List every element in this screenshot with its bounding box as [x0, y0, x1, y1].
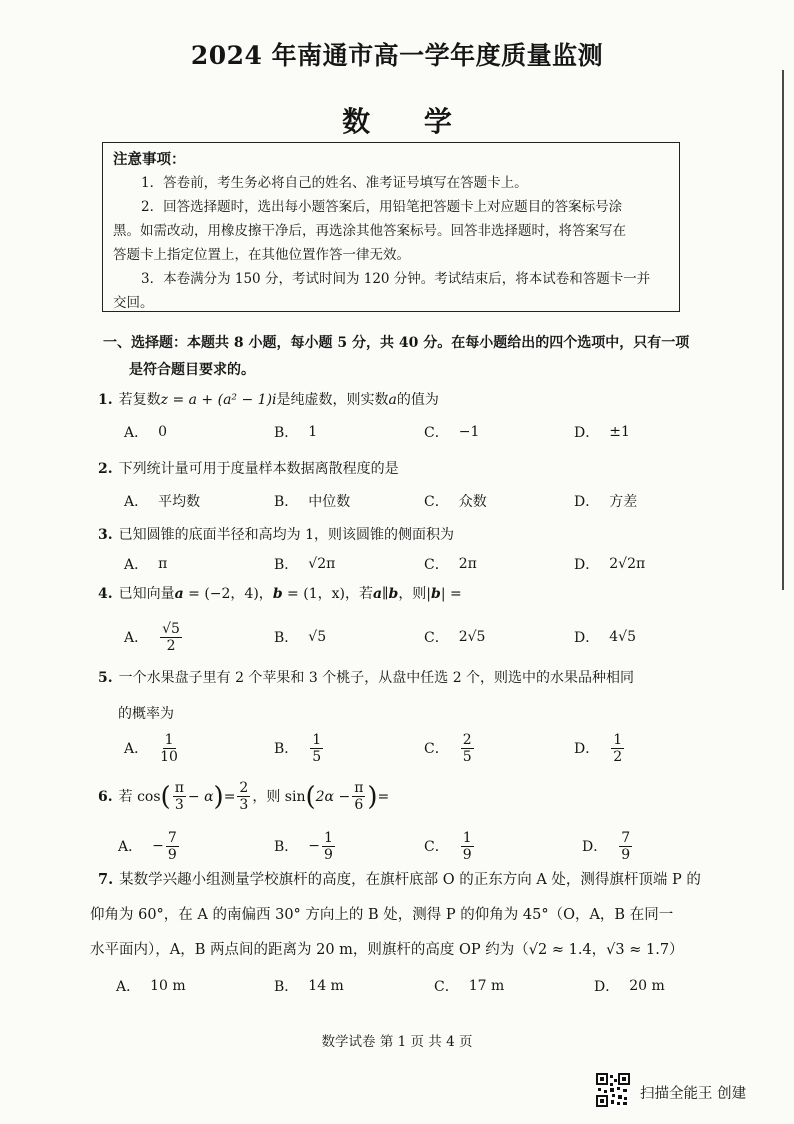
- option-label: D．: [594, 979, 620, 995]
- option-label: D．: [574, 557, 600, 573]
- option-text: π: [158, 556, 168, 572]
- question-stem: 若复数: [118, 392, 161, 408]
- option-a[interactable]: [118, 826, 181, 866]
- option-text: 2√5: [458, 629, 486, 645]
- fraction: [173, 780, 186, 813]
- option-c[interactable]: [424, 412, 479, 452]
- question-math: 2α −: [315, 788, 351, 805]
- options-q6: [118, 826, 694, 866]
- option-a[interactable]: [124, 412, 167, 452]
- question-7-line-2: 仰角为 60°，在 A 的南偏西 30° 方向上的 B 处，测得 P 的仰角为 45°（O，A，B 在同一: [90, 907, 674, 923]
- option-b[interactable]: [274, 481, 350, 521]
- fraction: [619, 830, 632, 863]
- option-text: √5: [308, 629, 327, 645]
- option-label: C．: [434, 979, 459, 995]
- option-label: D．: [574, 741, 600, 757]
- option-a[interactable]: [124, 544, 167, 584]
- option-label: B．: [274, 494, 299, 510]
- vector-a: a: [372, 586, 383, 602]
- section-line-1: 一、选择题：本题共 8 小题，每小题 5 分，共 40 分。在每小题给出的四个选项中，只有一项: [103, 335, 690, 351]
- option-c[interactable]: [424, 826, 476, 866]
- paren-close: ): [367, 781, 378, 812]
- question-7: [98, 870, 701, 890]
- option-text: 方差: [609, 494, 638, 510]
- option-c[interactable]: [424, 728, 476, 768]
- option-b[interactable]: [274, 728, 325, 768]
- options-q5: [124, 728, 694, 768]
- notice-item-2-cont: 黑。如需改动，用橡皮擦干净后，再选涂其他答案标号。回答非选择题时，将答案写在: [113, 223, 626, 239]
- notice-heading: 注意事项：: [113, 151, 186, 168]
- option-label: D．: [574, 425, 600, 441]
- question-stem: 是纯虚数，则实数: [276, 392, 389, 408]
- fraction: [352, 780, 365, 813]
- option-label: B．: [274, 741, 299, 757]
- option-label: B．: [274, 979, 299, 995]
- section-line-2: 是符合题目要求的。: [129, 362, 255, 378]
- option-d[interactable]: [574, 481, 637, 521]
- option-text: −1: [458, 424, 480, 440]
- notice-item-3-cont: 交回。: [113, 295, 154, 311]
- page-edge-line: [782, 70, 784, 590]
- option-label: C．: [424, 557, 449, 573]
- option-sign: −: [308, 838, 321, 854]
- question-2: [98, 459, 399, 479]
- question-math: = (1，x)，若: [282, 586, 373, 602]
- option-c[interactable]: [424, 481, 487, 521]
- option-label: A．: [124, 494, 149, 510]
- denominator: 5: [312, 748, 322, 765]
- notice-item-2-cont2: 答题卡上指定位置上，在其他位置作答一律无效。: [113, 247, 410, 263]
- denominator: 6: [354, 797, 364, 813]
- option-label: B．: [274, 630, 299, 646]
- option-text: 2√2π: [609, 556, 646, 572]
- option-label: C．: [424, 425, 449, 441]
- question-4: [98, 584, 462, 604]
- notice-item-2: 2．回答选择题时，选出每小题答案后，用铅笔把答题卡上对应题目的答案标号涂: [141, 199, 623, 215]
- denominator: 2: [166, 637, 176, 654]
- fraction: [310, 732, 323, 765]
- question-number: 2.: [98, 461, 113, 477]
- option-b[interactable]: [274, 412, 317, 452]
- question-math: − α: [187, 788, 214, 805]
- option-d[interactable]: [574, 728, 626, 768]
- denominator: 10: [160, 748, 178, 765]
- question-5-cont: 的概率为: [118, 706, 174, 722]
- notice-box: [102, 142, 680, 312]
- option-text: 平均数: [158, 494, 201, 510]
- numerator: π: [174, 780, 184, 796]
- fraction: [461, 830, 474, 863]
- numerator: 1: [613, 731, 623, 748]
- notice-item-1: 1．答卷前，考生务必将自己的姓名、准考证号填写在答题卡上。: [141, 175, 528, 191]
- options-q3: [124, 544, 694, 584]
- question-3: [98, 525, 454, 545]
- section-heading: [103, 330, 693, 384]
- question-number: 7.: [98, 871, 114, 888]
- option-label: A．: [116, 979, 141, 995]
- option-text: 1: [308, 424, 318, 440]
- fraction: [166, 830, 179, 863]
- notice-item-3: 3．本卷满分为 150 分，考试时间为 120 分钟。考试结束后，将本试卷和答题卡一并: [141, 271, 651, 287]
- vector-b: b: [272, 586, 283, 602]
- option-text: 10 m: [150, 978, 186, 994]
- scanner-watermark: 扫描全能王 创建: [640, 1086, 747, 1102]
- option-label: B．: [274, 839, 299, 855]
- option-text: 0: [158, 424, 168, 440]
- question-number: 6.: [98, 788, 113, 805]
- option-c[interactable]: [424, 544, 477, 584]
- option-label: D．: [582, 839, 608, 855]
- fraction: [461, 732, 474, 765]
- question-math: =: [223, 788, 236, 805]
- option-text: 20 m: [629, 978, 665, 994]
- fraction: [611, 732, 624, 765]
- option-b[interactable]: [274, 966, 344, 1006]
- option-label: A．: [118, 839, 143, 855]
- denominator: 3: [174, 797, 184, 813]
- option-label: A．: [124, 630, 149, 646]
- numerator: 7: [167, 829, 177, 846]
- option-label: A．: [124, 741, 149, 757]
- option-label: C．: [424, 839, 449, 855]
- option-d[interactable]: [574, 412, 630, 452]
- options-q4: [124, 617, 694, 657]
- option-sign: −: [152, 838, 164, 854]
- option-label: D．: [574, 630, 600, 646]
- option-text: 众数: [458, 494, 487, 510]
- paren-open: (: [305, 781, 316, 812]
- option-label: C．: [424, 494, 449, 510]
- question-stem: 若 cos: [118, 788, 161, 805]
- denominator: 9: [167, 846, 177, 863]
- numerator: 7: [621, 829, 631, 846]
- numerator: 2: [239, 780, 249, 796]
- question-number: 5.: [98, 670, 113, 686]
- question-math: a: [388, 392, 397, 408]
- denominator: 9: [621, 846, 631, 863]
- option-b[interactable]: [274, 544, 335, 584]
- option-c[interactable]: [424, 617, 485, 657]
- question-stem: | =: [440, 586, 462, 602]
- question-stem: 已知圆锥的底面半径和高均为 1，则该圆锥的侧面积为: [118, 527, 454, 543]
- question-stem: ，则 sin: [252, 788, 306, 805]
- option-a[interactable]: [124, 617, 184, 657]
- option-label: B．: [274, 557, 299, 573]
- numerator: 1: [312, 731, 322, 748]
- fraction: [322, 830, 335, 863]
- subject-heading: 数 学: [342, 105, 474, 138]
- option-text: ±1: [609, 424, 630, 440]
- option-text: 17 m: [468, 978, 505, 994]
- numerator: 1: [324, 829, 333, 846]
- option-label: A．: [124, 557, 149, 573]
- option-b[interactable]: [274, 617, 326, 657]
- numerator: π: [354, 780, 364, 796]
- question-number: 1.: [98, 392, 113, 408]
- option-d[interactable]: [582, 826, 634, 866]
- denominator: 3: [239, 797, 249, 813]
- fraction: [160, 732, 178, 765]
- option-label: C．: [424, 630, 449, 646]
- option-label: B．: [274, 425, 299, 441]
- question-stem: ，则|: [398, 586, 432, 602]
- question-number: 3.: [98, 527, 113, 543]
- question-math: = (−2，4)，: [183, 586, 273, 602]
- option-label: A．: [124, 425, 149, 441]
- question-stem: 某数学兴趣小组测量学校旗杆的高度，在旗杆底部 O 的正东方向 A 处，测得旗杆顶端 P 的: [119, 872, 701, 888]
- fraction: [237, 780, 250, 813]
- qr-code-icon: [596, 1073, 630, 1107]
- paren-open: (: [160, 781, 171, 812]
- option-label: D．: [574, 494, 600, 510]
- options-q7: [116, 966, 686, 1006]
- question-5: [98, 668, 634, 688]
- option-text: 中位数: [308, 494, 351, 510]
- option-a[interactable]: [116, 966, 186, 1006]
- option-text: 14 m: [308, 978, 344, 994]
- question-1: [98, 390, 439, 410]
- denominator: 5: [462, 748, 472, 765]
- numerator: 1: [164, 731, 174, 748]
- denominator: 9: [462, 846, 472, 863]
- question-stem: =: [377, 788, 390, 805]
- paren-close: ): [213, 781, 224, 812]
- option-d[interactable]: [594, 966, 665, 1006]
- question-7-line-3: 水平面内），A，B 两点间的距离为 20 m，则旗杆的高度 OP 约为（√2 ≈ 1.4，√3 ≈ 1.7）: [90, 942, 684, 958]
- numerator: 2: [462, 731, 472, 748]
- page-footer: 数学试卷 第 1 页 共 4 页: [321, 1034, 473, 1050]
- numerator: √5: [162, 620, 180, 637]
- denominator: 9: [324, 846, 333, 863]
- question-stem: 下列统计量可用于度量样本数据离散程度的是: [118, 461, 399, 477]
- numerator: 1: [462, 829, 472, 846]
- option-d[interactable]: [574, 617, 636, 657]
- question-stem: 的值为: [396, 392, 439, 408]
- option-a[interactable]: [124, 481, 200, 521]
- option-b[interactable]: [274, 826, 337, 866]
- option-c[interactable]: [434, 966, 504, 1006]
- vector-b: b: [431, 586, 441, 602]
- question-number: 4.: [98, 586, 113, 602]
- denominator: 2: [613, 748, 623, 765]
- vector-b: b: [388, 586, 399, 602]
- parallel-symbol: ∥: [382, 586, 389, 602]
- fraction: [160, 621, 182, 654]
- option-d[interactable]: [574, 544, 645, 584]
- option-text: 4√5: [609, 629, 636, 645]
- exam-title: 2024 年南通市高一学年度质量监测: [190, 41, 604, 70]
- question-6: [98, 780, 389, 813]
- vector-a: a: [174, 586, 184, 602]
- option-text: √2π: [308, 556, 336, 572]
- option-a[interactable]: [124, 728, 180, 768]
- options-q1: [124, 412, 694, 452]
- question-stem: 已知向量: [118, 586, 175, 602]
- option-text: 2π: [458, 556, 477, 572]
- question-stem: 一个水果盘子里有 2 个苹果和 3 个桃子，从盘中任选 2 个，则选中的水果品种相同: [118, 670, 635, 686]
- option-label: C．: [424, 741, 449, 757]
- options-q2: [124, 481, 694, 521]
- question-math: z = a + (a² − 1)i: [160, 392, 277, 408]
